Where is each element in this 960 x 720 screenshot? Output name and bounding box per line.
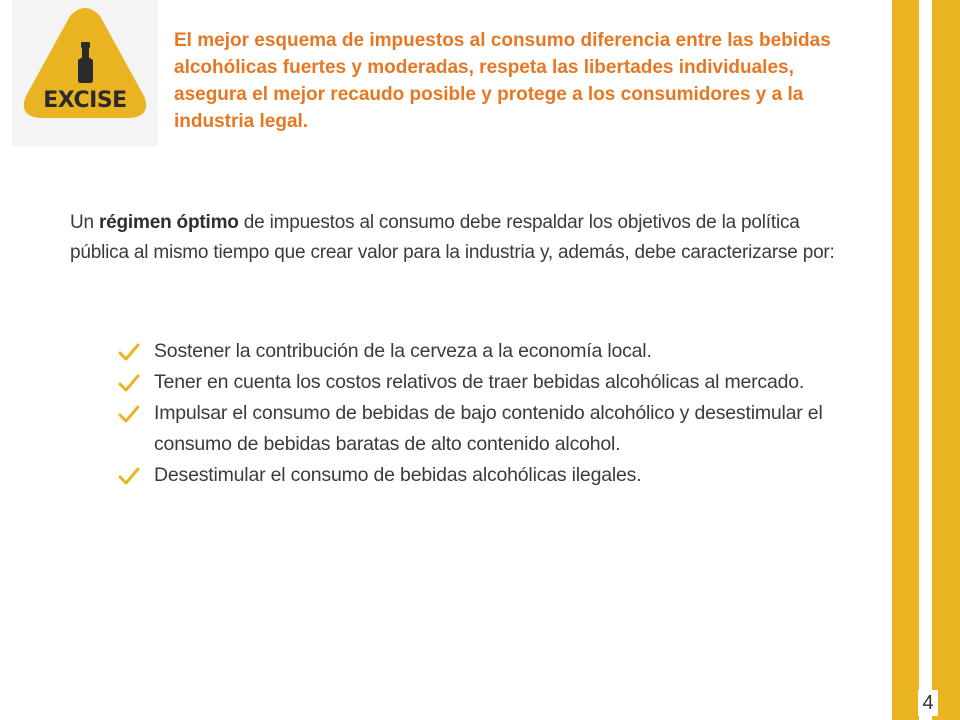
checklist-item [118,398,828,460]
checkmark-icon [118,404,140,424]
excise-logo [12,0,158,146]
decorative-bar-right [932,0,960,720]
checkmark-icon [118,466,140,486]
checklist-item [118,336,828,367]
checklist-item-text: Sostener la contribución de la cerveza a la economía local. [154,340,652,362]
page-number: 4 [918,690,938,716]
headline: El mejor esquema de impuestos al consumo diferencia entre las bebidas alcohólicas fuertes y moderadas, respeta las libertades individuales, asegura el mejor recaudo posible y protege a los consumidores y a la industria legal. [174,30,831,132]
decorative-bar-left [892,0,919,720]
checklist-item [118,460,828,491]
checkmark-icon [118,342,140,362]
intro-text-after: de impuestos al consumo debe respaldar los objetivos de la política pública al mismo tiempo que crear valor para la industria y, además, debe caracterizarse por: [70,212,835,263]
warning-triangle-icon [12,0,158,146]
checklist [118,336,828,491]
checklist-item [118,367,828,398]
checkmark-icon [118,373,140,393]
intro-bold-term: régimen óptimo [98,212,239,233]
intro-paragraph [70,208,845,268]
checklist-item-text: Impulsar el consumo de bebidas de bajo contenido alcohólico y desestimular el consumo de bebidas baratas de alto contenido alcohol. [154,402,823,455]
checklist-item-text: Tener en cuenta los costos relativos de traer bebidas alcohólicas al mercado. [154,371,805,393]
logo-text: EXCISE [43,88,127,113]
checklist-item-text: Desestimular el consumo de bebidas alcohólicas ilegales. [154,464,642,486]
intro-text-before: Un [70,212,99,233]
